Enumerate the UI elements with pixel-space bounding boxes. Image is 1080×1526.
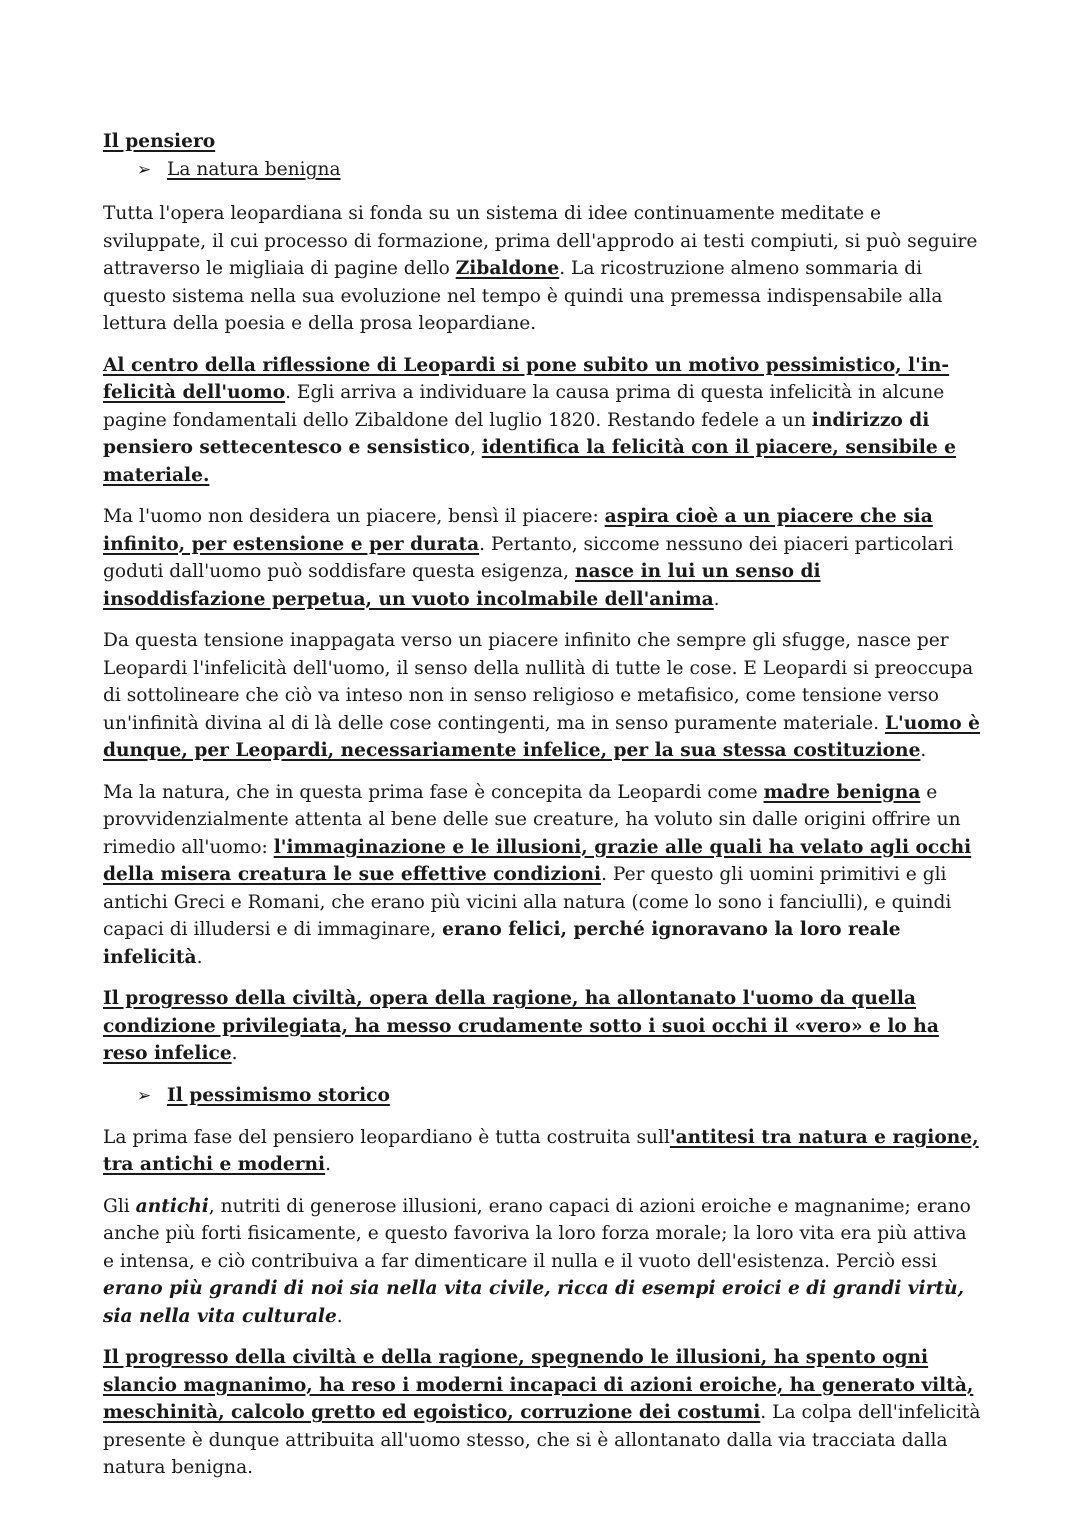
paragraph-5: Ma la natura, che in questa prima fase è concepita da Leopardi come madre benigna e provvidenzialmente attenta al bene delle sue creature, ha voluto sin dalle origini offrire un rimedio all'uomo: l'immaginazione e le illusioni, grazie alle quali ha velato agli occhi della misera creatura le sue effettive condizioni. Per questo gli uomini primitivi e gli antichi Greci e Romani, che erano più vicini alla natura (come lo sono i fanciulli), e quindi capaci di illudersi e di immaginare, erano felici, perché ignoravano la loro reale infelicità.	[103, 781, 972, 968]
arrow-bullet-icon: ➢	[137, 160, 152, 180]
paragraph-8: Gli antichi, nutriti di generose illusioni, erano capaci di azioni eroiche e magnanime; erano anche più forti fisicamente, e questo favoriva la loro forza morale; la loro vita era più attiva e intensa, e ciò contribuiva a far dimenticare il nulla e il vuoto dell'esistenza. Perciò essi erano più grandi di noi sia nella vita civile, ricca di esempi eroici e di grandi virtù, sia nella vita culturale.	[103, 1195, 971, 1327]
section-heading-pessimismo-storico: ➢ Il pessimismo storico	[137, 1082, 983, 1110]
paragraph-4: Da questa tensione inappagata verso un piacere infinito che sempre gli sfugge, nasce per Leopardi l'infelicità dell'uomo, il senso della nullità di tutte le cose. E Leopardi si preoccupa di sottolineare che ciò va inteso non in senso religioso e metafisico, come tensione verso un'infinità divina al di là delle cose contingenti, ma in senso puramente materiale. L'uomo è dunque, per Leopardi, necessariamente infelice, per la sua stessa costituzione.	[103, 630, 981, 761]
page-title: Il pensiero	[103, 131, 216, 152]
section-heading-natura-benigna: ➢ La natura benigna	[137, 156, 983, 184]
paragraph-1: Tutta l'opera leopardiana si fonda su un sistema di idee continuamente meditate e sviluppate, il cui processo di formazione, prima dell'approdo ai testi compiuti, si può seguire attraverso le migliaia di pagine dello Zibaldone. La ricostruzione almeno sommaria di questo sistema nella sua evoluzione nel tempo è quindi una premessa indispensabile alla lettura della poesia e della prosa leopardiane.	[103, 203, 978, 334]
paragraph-9: Il progresso della civiltà e della ragione, spegnendo le illusioni, ha spento ogni slancio magnanimo, ha reso i moderni incapaci di azioni eroiche, ha generato viltà, meschinità, calcolo gretto ed egoistico, corruzione dei costumi. La colpa dell'infelicità presente è dunque attribuita all'uomo stesso, che si è allontanato dalla via tracciata dalla natura benigna.	[103, 1347, 981, 1478]
paragraph-3: Ma l'uomo non desidera un piacere, bensì il piacere: aspira cioè a un piacere che sia infinito, per estensione e per durata. Pertanto, siccome nessuno dei piaceri particolari goduti dall'uomo può soddisfare questa esigenza, nasce in lui un senso di insoddisfazione perpetua, un vuoto incolmabile dell'anima.	[103, 506, 954, 610]
paragraph-7: La prima fase del pensiero leopardiano è tutta costruita sull'antitesi tra natura e ragione, tra antichi e moderni.	[103, 1126, 979, 1175]
paragraph-6: Il progresso della civiltà, opera della ragione, ha allontanato l'uomo da quella condizione privilegiata, ha messo crudamente sotto i suoi occhi il «vero» e lo ha reso infelice.	[103, 988, 939, 1064]
arrow-bullet-icon: ➢	[137, 1085, 152, 1106]
paragraph-2: Al centro della riflessione di Leopardi si pone subito un motivo pessimistico, l'in-felicità dell'uomo. Egli arriva a individuare la causa prima di questa infelicità in alcune pagine fondamentali dello Zibaldone del luglio 1820. Restando fedele a un indirizzo di pensiero settecentesco e sensistico, identifica la felicità con il piacere, sensibile e materiale.	[103, 354, 956, 486]
document-page	[103, 128, 983, 1496]
